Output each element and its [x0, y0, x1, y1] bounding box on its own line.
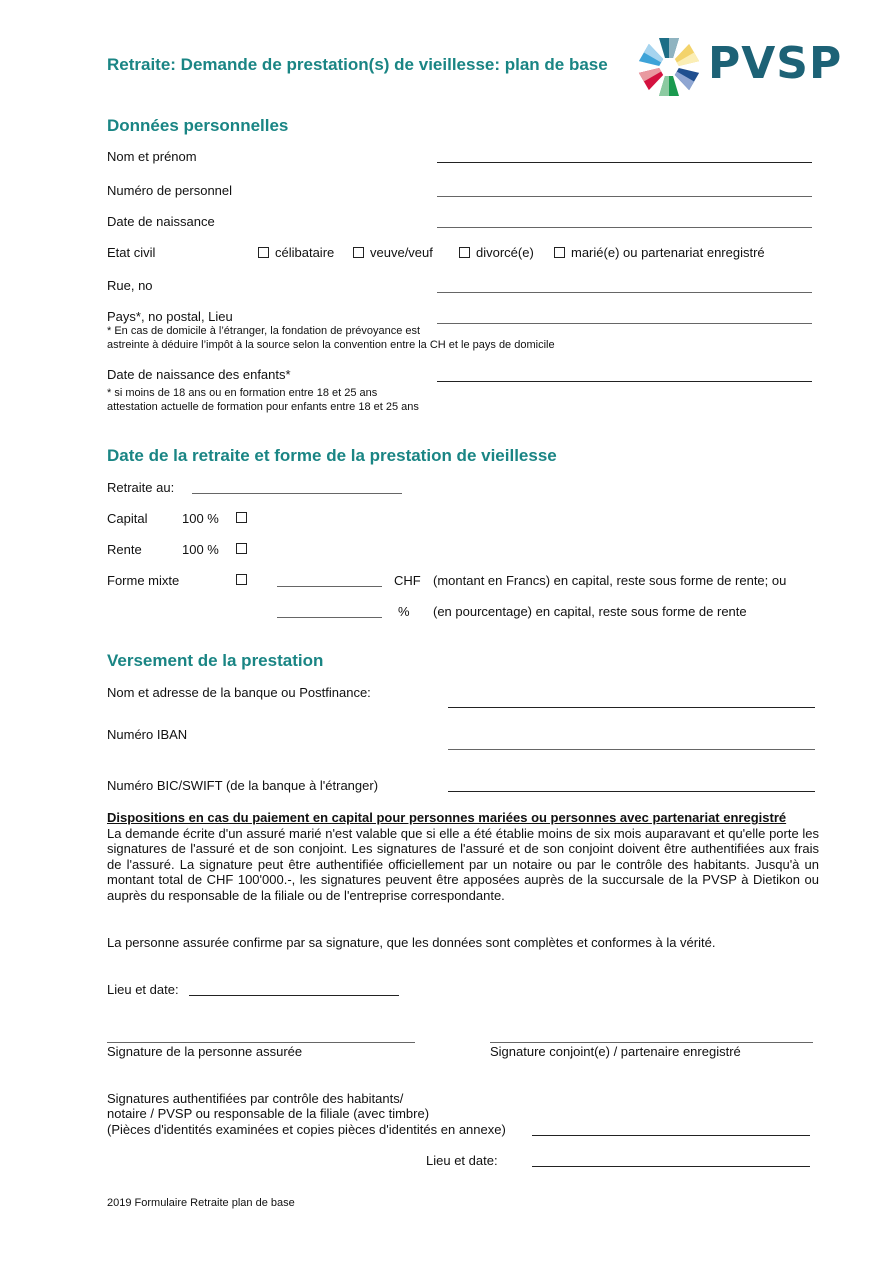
country-field[interactable] — [437, 323, 812, 324]
chf-unit: CHF — [394, 573, 421, 588]
personnel-number-label: Numéro de personnel — [107, 183, 233, 198]
provisions-block — [107, 810, 819, 903]
footer-text: 2019 Formulaire Retraite plan de base — [107, 1197, 295, 1209]
capital-label: Capital — [107, 511, 148, 526]
place-date-label: Lieu et date: — [107, 982, 179, 997]
name-label: Nom et prénom — [107, 149, 197, 164]
percent-unit: % — [398, 604, 410, 619]
insured-signature-label: Signature de la personne assurée — [107, 1044, 303, 1059]
provisions-heading: Dispositions en cas du paiement en capital pour personnes mariées ou personnes avec partenariat enregistré — [107, 810, 787, 825]
civil-option-married[interactable]: marié(e) ou partenariat enregistré — [554, 245, 765, 261]
mixed-form-label: Forme mixte — [107, 573, 180, 588]
auth-place-date-label: Lieu et date: — [426, 1153, 498, 1168]
logo-petal — [659, 38, 679, 58]
percent-description: (en pourcentage) en capital, reste sous forme de rente — [433, 604, 747, 619]
iban-label: Numéro IBAN — [107, 727, 188, 742]
bic-field[interactable] — [448, 791, 815, 792]
auth-line-1: Signatures authentifiées par contrôle des habitants/ — [107, 1091, 404, 1106]
personnel-number-field[interactable] — [437, 196, 812, 197]
rente-percent: 100 % — [182, 542, 219, 557]
capital-percent: 100 % — [182, 511, 219, 526]
iban-field[interactable] — [448, 749, 815, 750]
bank-label: Nom et adresse de la banque ou Postfinance: — [107, 685, 371, 700]
civil-option-divorced[interactable]: divorcé(e) — [459, 245, 534, 261]
auth-line-2: notaire / PVSP ou responsable de la filiale (avec timbre) — [107, 1106, 430, 1121]
checkbox-mixed[interactable] — [236, 574, 247, 585]
confirmation-text: La personne assurée confirme par sa signature, que les données sont complètes et conformes à la vérité. — [107, 935, 716, 950]
civil-option-single[interactable]: célibataire — [258, 245, 334, 261]
logo-petal — [659, 76, 679, 96]
rente-label: Rente — [107, 542, 142, 557]
section-heading-retirement: Date de la retraite et forme de la prestation de vieillesse — [107, 446, 557, 465]
bic-label: Numéro BIC/SWIFT (de la banque à l'étranger) — [107, 778, 379, 793]
birthdate-label: Date de naissance — [107, 214, 215, 229]
street-label: Rue, no — [107, 278, 153, 293]
pvsp-logo-text: PVSP — [708, 38, 843, 89]
place-date-field[interactable] — [189, 995, 399, 996]
pvsp-flower-logo-icon — [638, 36, 700, 98]
checkbox-married[interactable] — [554, 247, 565, 258]
auth-line-3: (Pièces d'identités examinées et copies pièces d'identités en annexe) — [107, 1122, 506, 1137]
civil-option-widowed[interactable]: veuve/veuf — [353, 245, 433, 261]
children-note-2: attestation actuelle de formation pour enfants entre 18 et 25 ans — [107, 401, 419, 413]
provisions-body: La demande écrite d'un assuré marié n'est valable que si elle a été établie moins de six mois auparavant et qu'elle porte les signatures de l'assuré et de son conjoint. Les signatures de l'assuré et de son conjoint doivent être authentifiées aux frais de l'assuré. La signature peut être authentifiée officiellement par un notaire ou par le contrôle des habitants. Jusqu'à un montant total de CHF 100'000.-, les signatures peuvent être apposées auprès de la succursale de la PVSP à Dietikon ou auprès du responsable de la filiale ou de l'entreprise correspondante. — [107, 825, 819, 903]
checkbox-capital[interactable] — [236, 512, 247, 523]
mixed-percent-field[interactable] — [277, 617, 382, 618]
street-field[interactable] — [437, 292, 812, 293]
civil-status-label: Etat civil — [107, 245, 156, 260]
section-heading-personal: Données personnelles — [107, 116, 289, 135]
children-birthdate-label: Date de naissance des enfants* — [107, 367, 291, 382]
section-heading-payment: Versement de la prestation — [107, 651, 324, 670]
insured-signature-field[interactable] — [107, 1042, 415, 1043]
form-title: Retraite: Demande de prestation(s) de vieillesse: plan de base — [107, 55, 608, 74]
retirement-date-label: Retraite au: — [107, 480, 175, 495]
checkbox-single[interactable] — [258, 247, 269, 258]
country-note-2: astreinte à déduire l’impôt à la source selon la convention entre la CH et le pays de domicile — [107, 339, 555, 351]
birthdate-field[interactable] — [437, 227, 812, 228]
checkbox-rente[interactable] — [236, 543, 247, 554]
bank-field[interactable] — [448, 707, 815, 708]
mixed-chf-amount-field[interactable] — [277, 586, 382, 587]
auth-signature-field[interactable] — [532, 1135, 810, 1136]
country-label: Pays*, no postal, Lieu — [107, 309, 233, 324]
children-note-1: * si moins de 18 ans ou en formation entre 18 et 25 ans — [107, 387, 378, 399]
children-birthdate-field[interactable] — [437, 381, 812, 382]
chf-description: (montant en Francs) en capital, reste sous forme de rente; ou — [433, 573, 787, 588]
partner-signature-label: Signature conjoint(e) / partenaire enregistré — [490, 1044, 741, 1059]
auth-place-date-field[interactable] — [532, 1166, 810, 1167]
country-note-1: * En cas de domicile à l’étranger, la fondation de prévoyance est — [107, 325, 421, 337]
partner-signature-field[interactable] — [490, 1042, 813, 1043]
checkbox-widowed[interactable] — [353, 247, 364, 258]
retirement-date-field[interactable] — [192, 493, 402, 494]
name-field[interactable] — [437, 162, 812, 163]
checkbox-divorced[interactable] — [459, 247, 470, 258]
